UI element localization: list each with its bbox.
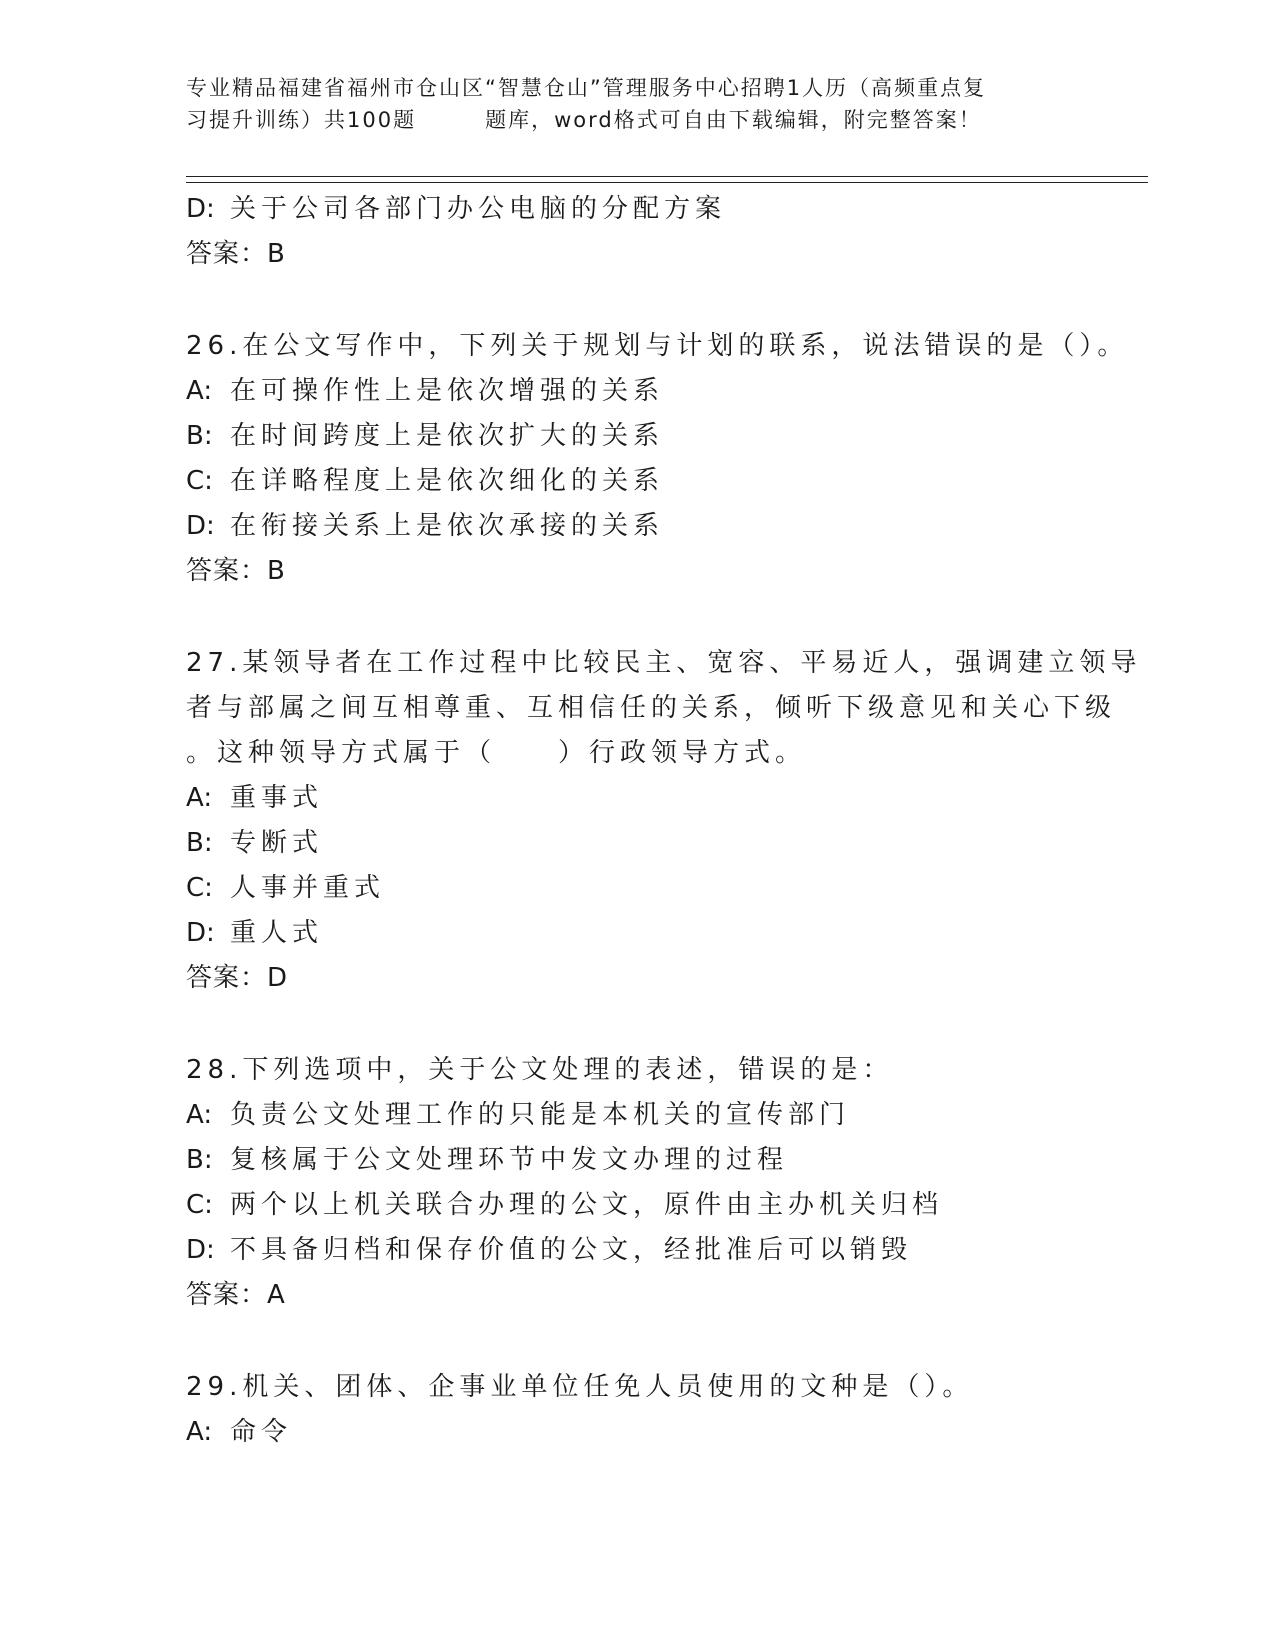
- option-label: D:: [186, 511, 215, 541]
- document-header: [186, 72, 1086, 136]
- option-text: 在衔接关系上是依次承接的关系: [230, 511, 665, 541]
- option-d: [186, 1228, 1146, 1273]
- question-stem: 29.机关、团体、企事业单位任免人员使用的文种是（）。: [186, 1372, 974, 1402]
- option-c: [186, 459, 1146, 504]
- option-label: D:: [186, 194, 215, 224]
- option-text: 关于公司各部门办公电脑的分配方案: [230, 194, 727, 224]
- option-b: [186, 414, 1146, 459]
- option-label: C:: [186, 466, 213, 496]
- option-label: A:: [186, 1417, 213, 1447]
- question-stem: 26.在公文写作中，下列关于规划与计划的联系，说法错误的是（）。: [186, 331, 1129, 361]
- question-spacer: [186, 277, 1146, 324]
- option-label: C:: [186, 1190, 213, 1220]
- option-label: A:: [186, 376, 213, 406]
- option-a: [186, 369, 1146, 414]
- header-title-line-2: 习提升训练）共100题 题库，word格式可自由下载编辑，附完整答案！: [186, 108, 982, 132]
- option-label: D:: [186, 918, 215, 948]
- option-text: 重人式: [230, 918, 324, 948]
- option-a: [186, 1093, 1146, 1138]
- option-d: [186, 504, 1146, 549]
- question-block: [186, 1365, 1146, 1455]
- option-a: [186, 776, 1146, 821]
- option-text: 人事并重式: [230, 873, 386, 903]
- option-label: A:: [186, 1100, 213, 1130]
- option-text: 在时间跨度上是依次扩大的关系: [230, 421, 665, 451]
- option-label: D:: [186, 1235, 215, 1265]
- answer-line: 答案：B: [186, 239, 286, 269]
- option-text: 不具备归档和保存价值的公文，经批准后可以销毁: [230, 1235, 913, 1265]
- option-label: B:: [186, 1145, 213, 1175]
- question-spacer: [186, 1001, 1146, 1048]
- option-text: 复核属于公文处理环节中发文办理的过程: [230, 1145, 789, 1175]
- option-b: [186, 1138, 1146, 1183]
- option-text: 在可操作性上是依次增强的关系: [230, 376, 665, 406]
- answer-line: 答案：B: [186, 556, 286, 586]
- question-stem: 28.下列选项中，关于公文处理的表述，错误的是：: [186, 1055, 894, 1085]
- question-stem: 。这种领导方式属于（ ）行政领导方式。: [186, 738, 807, 768]
- option-label: A:: [186, 783, 213, 813]
- header-rule-bottom: [186, 182, 1148, 183]
- option-d: [186, 187, 1146, 232]
- option-text: 在详略程度上是依次细化的关系: [230, 466, 665, 496]
- question-block: [186, 324, 1146, 641]
- answer-line: 答案：A: [186, 1280, 286, 1310]
- option-text: 重事式: [230, 783, 324, 813]
- answer-line: 答案：D: [186, 963, 289, 993]
- option-label: C:: [186, 873, 213, 903]
- question-content: [186, 187, 1146, 1455]
- option-text: 命令: [230, 1417, 293, 1447]
- question-block: [186, 641, 1146, 1048]
- question-spacer: [186, 594, 1146, 641]
- option-text: 专断式: [230, 828, 324, 858]
- option-text: 两个以上机关联合办理的公文，原件由主办机关归档: [230, 1190, 944, 1220]
- option-b: [186, 821, 1146, 866]
- option-c: [186, 1183, 1146, 1228]
- question-list: [186, 324, 1146, 1455]
- option-c: [186, 866, 1146, 911]
- question-stem: 者与部属之间互相尊重、互相信任的关系，倾听下级意见和关心下级: [186, 693, 1117, 723]
- option-text: 负责公文处理工作的只能是本机关的宣传部门: [230, 1100, 851, 1130]
- question-block: [186, 1048, 1146, 1365]
- option-label: B:: [186, 828, 213, 858]
- option-d: [186, 911, 1146, 956]
- option-label: B:: [186, 421, 213, 451]
- option-a: [186, 1410, 1146, 1455]
- header-rule-top: [186, 176, 1148, 177]
- question-stem: 27.某领导者在工作过程中比较民主、宽容、平易近人，强调建立领导: [186, 648, 1142, 678]
- question-spacer: [186, 1318, 1146, 1365]
- header-title-line-1: 专业精品福建省福州市仓山区“智慧仓山”管理服务中心招聘1人历（高频重点复: [186, 76, 987, 100]
